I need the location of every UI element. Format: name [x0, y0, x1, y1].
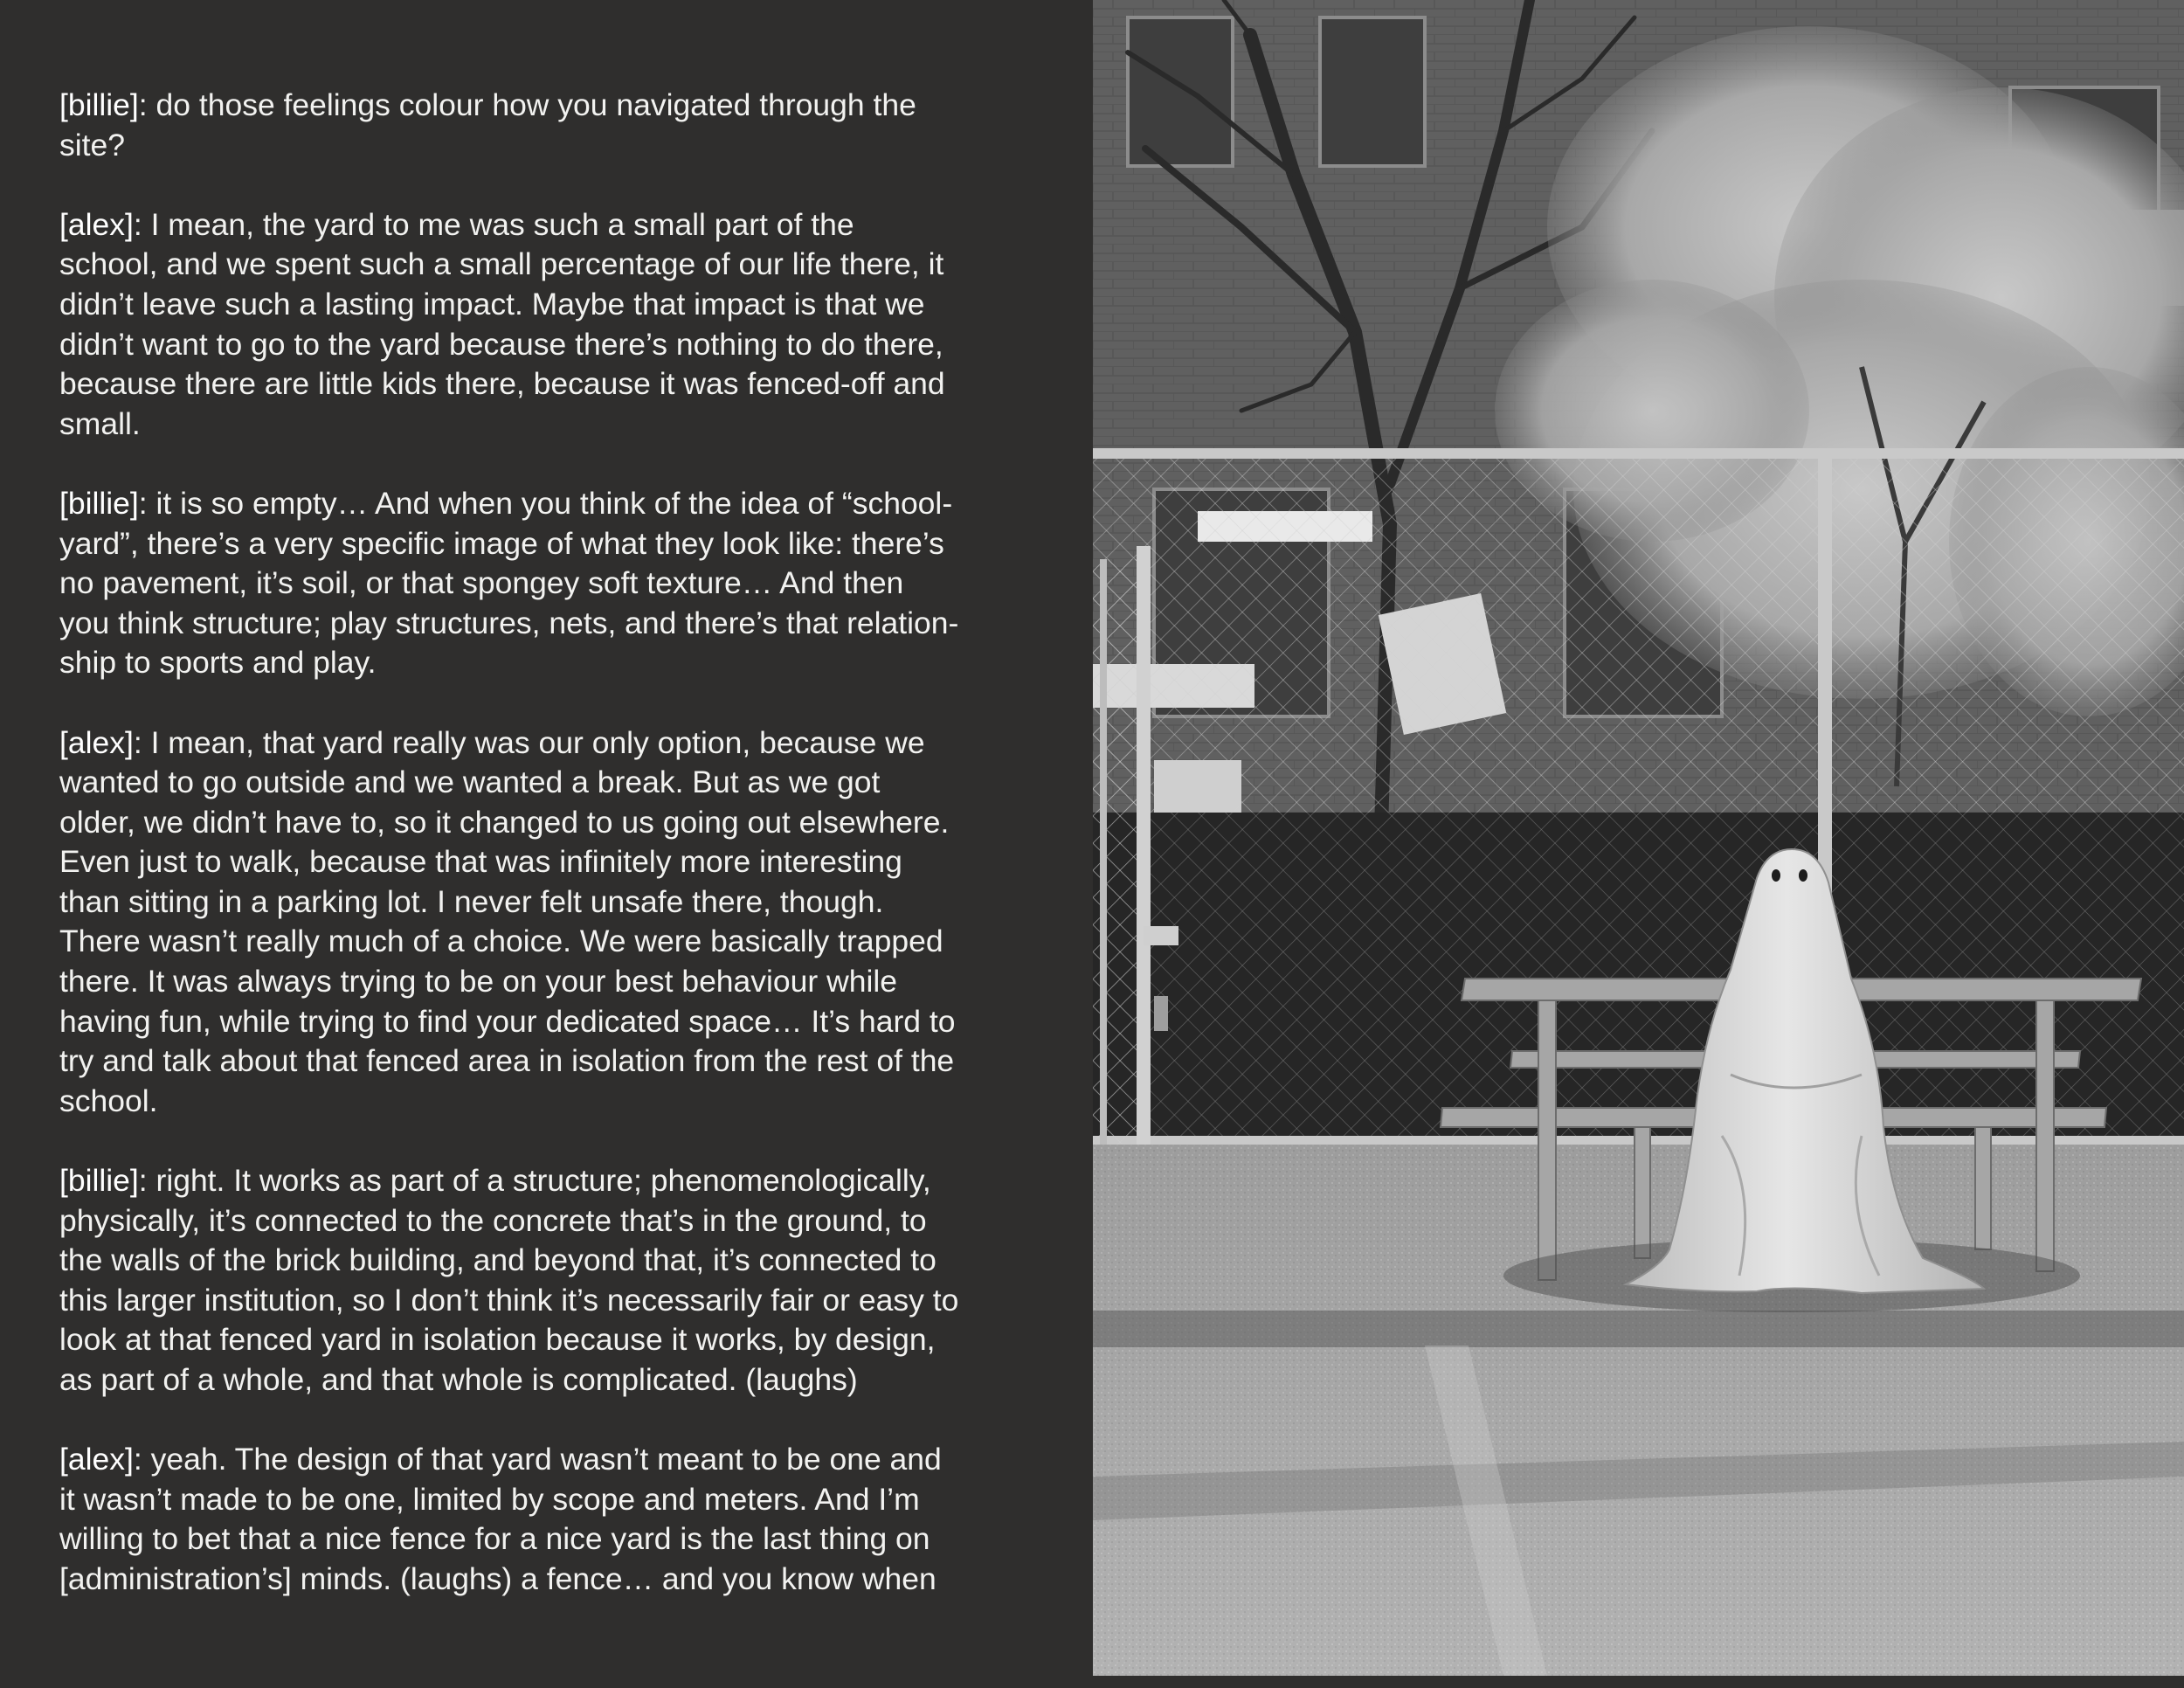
transcript-line	[59, 1161, 1038, 1201]
transcript-paragraph	[59, 86, 1038, 165]
transcript-line	[59, 205, 1038, 246]
transcript-line	[59, 1082, 1038, 1122]
line-text: : I mean, that yard really was our only option, because we	[133, 724, 925, 760]
line-text: school.	[59, 1083, 158, 1118]
speaker-label: [billie]	[59, 485, 139, 521]
line-text: it wasn’t made to be one, limited by scope and meters. And I’m	[59, 1481, 920, 1517]
line-text: There wasn’t really much of a choice. We were basically trapped	[59, 924, 943, 959]
speaker-label: [alex]	[59, 724, 134, 760]
interview-transcript	[59, 86, 1038, 1639]
transcript-line	[59, 405, 1038, 445]
line-text: school, and we spent such a small percentage of our life there, it	[59, 246, 944, 282]
transcript-line	[59, 1281, 1038, 1321]
line-text: : right. It works as part of a structure; phenomenologically,	[138, 1163, 931, 1199]
transcript-paragraph	[59, 205, 1038, 445]
ghost-figure-photo	[1093, 0, 2184, 1676]
transcript-paragraph	[59, 723, 1038, 1122]
transcript-line	[59, 1041, 1038, 1082]
transcript-line	[59, 1360, 1038, 1401]
line-text: the walls of the brick building, and beyond that, it’s connected to	[59, 1242, 936, 1278]
line-text: than sitting in a parking lot. I never felt unsafe there, though.	[59, 883, 884, 919]
line-text: ship to sports and play.	[59, 645, 377, 681]
speaker-label: [alex]	[59, 1442, 134, 1477]
line-text: Even just to walk, because that was infinitely more interesting	[59, 844, 902, 880]
line-text: older, we didn’t have to, so it changed to us going out elsewhere.	[59, 804, 950, 840]
line-text: there. It was always trying to be on your best behaviour while	[59, 964, 898, 1000]
transcript-line	[59, 524, 1038, 564]
transcript-line	[59, 1560, 1038, 1600]
line-text: site?	[59, 127, 125, 163]
photo-panel	[1093, 0, 2184, 1676]
transcript-line	[59, 763, 1038, 803]
line-text: : it is so empty… And when you think of the idea of “school-	[138, 485, 953, 521]
transcript-line	[59, 882, 1038, 923]
transcript-line	[59, 1480, 1038, 1520]
line-text: you think structure; play structures, nets, and there’s that relation-	[59, 605, 959, 640]
transcript-line	[59, 922, 1038, 962]
line-text: try and talk about that fenced area in isolation from the rest of the	[59, 1043, 955, 1079]
transcript-line	[59, 962, 1038, 1002]
transcript-line	[59, 364, 1038, 405]
line-text: as part of a whole, and that whole is complicated. (laughs)	[59, 1362, 858, 1397]
transcript-line	[59, 86, 1038, 126]
transcript-line	[59, 723, 1038, 764]
speaker-label: [billie]	[59, 1163, 139, 1199]
transcript-line	[59, 564, 1038, 604]
speaker-label: [billie]	[59, 87, 139, 122]
line-text: small.	[59, 405, 141, 441]
speaker-label: [alex]	[59, 206, 134, 242]
line-text: yard”, there’s a very specific image of what they look like: there’s	[59, 525, 944, 561]
transcript-paragraph	[59, 1161, 1038, 1401]
transcript-line	[59, 643, 1038, 683]
line-text: look at that fenced yard in isolation because it works, by design,	[59, 1322, 936, 1358]
transcript-line	[59, 325, 1038, 365]
line-text: willing to bet that a nice fence for a nice yard is the last thing on	[59, 1521, 930, 1557]
transcript-line	[59, 604, 1038, 644]
line-text: physically, it’s connected to the concrete that’s in the ground, to	[59, 1202, 927, 1238]
transcript-line	[59, 1519, 1038, 1560]
transcript-line	[59, 1002, 1038, 1042]
transcript-line	[59, 1440, 1038, 1480]
line-text: wanted to go outside and we wanted a break. But as we got	[59, 764, 881, 800]
transcript-paragraph	[59, 484, 1038, 683]
transcript-line	[59, 1201, 1038, 1242]
transcript-line	[59, 1320, 1038, 1360]
line-text: because there are little kids there, because it was fenced-off and	[59, 366, 945, 402]
line-text: no pavement, it’s soil, or that spongey soft texture… And then	[59, 565, 904, 601]
line-text: [administration’s] minds. (laughs) a fence… and you know when	[59, 1560, 936, 1596]
line-text: having fun, while trying to find your dedicated space… It’s hard to	[59, 1003, 956, 1039]
transcript-line	[59, 245, 1038, 285]
transcript-paragraph	[59, 1440, 1038, 1599]
transcript-line	[59, 842, 1038, 882]
line-text: : do those feelings colour how you navigated through the	[138, 87, 916, 122]
transcript-line	[59, 484, 1038, 524]
transcript-line	[59, 1241, 1038, 1281]
transcript-line	[59, 126, 1038, 166]
line-text: this larger institution, so I don’t think it’s necessarily fair or easy to	[59, 1282, 959, 1318]
line-text: didn’t leave such a lasting impact. Maybe that impact is that we	[59, 286, 925, 322]
transcript-line	[59, 803, 1038, 843]
line-text: : yeah. The design of that yard wasn’t meant to be one and	[133, 1442, 942, 1477]
line-text: : I mean, the yard to me was such a small part of the	[133, 206, 854, 242]
line-text: didn’t want to go to the yard because there’s nothing to do there,	[59, 326, 943, 362]
transcript-line	[59, 285, 1038, 325]
